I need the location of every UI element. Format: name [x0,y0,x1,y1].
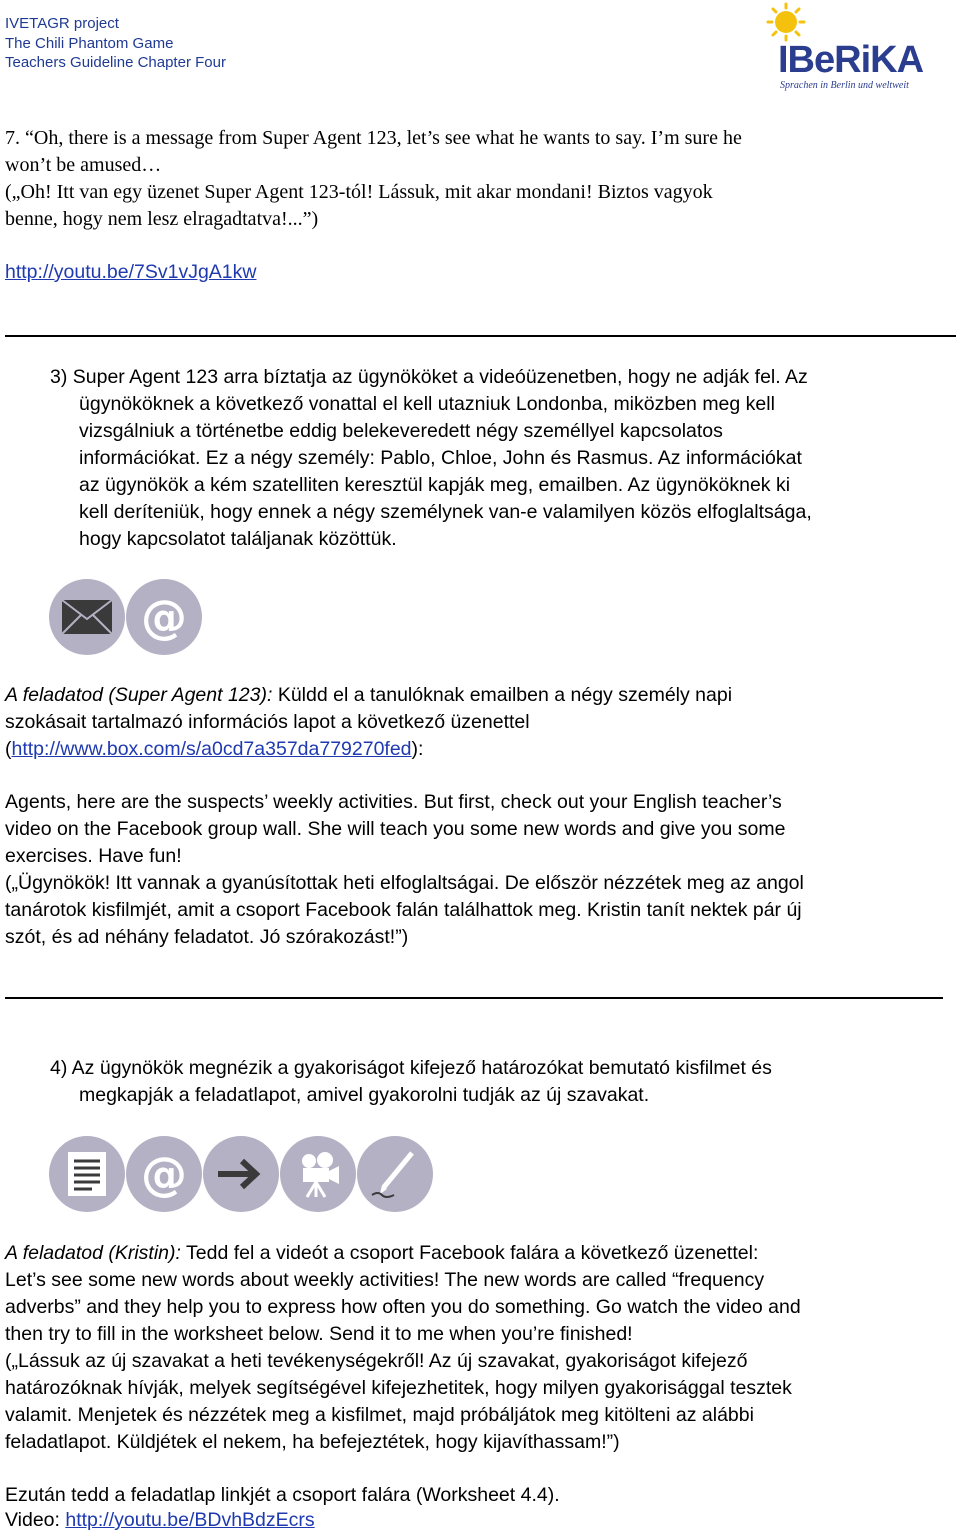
box-worksheet-link[interactable]: http://www.box.com/s/a0cd7a357da779270fed [11,738,412,760]
video-label: Video: [5,1509,66,1531]
task4-msg5: határozóknak hívják, melyek segítségével kifejezhetitek, hogy milyen gyakorisággal tesztek [5,1377,792,1399]
task4-msg2: adverbs” and they help you to express how often you do something. Go watch the video and [5,1296,801,1318]
video-link[interactable]: http://youtu.be/BDvhBdzEcrs [65,1509,315,1531]
paren-open: ( [5,738,12,760]
task4-after: Ezután tedd a feladatlap linkjét a csoport falára (Worksheet 4.4). [5,1484,560,1506]
envelope-icon [49,579,125,655]
task4-msg4: („Lássuk az új szavakat a heti tevékenységekről! Az új szavakat, gyakoriságot kifejező [5,1350,748,1372]
task3-label: A feladatod (Super Agent 123): [5,684,273,706]
step7-line3: („Oh! Itt van egy üzenet Super Agent 123-tól! Lássuk, mit akar mondani! Biztos vagyok [5,181,713,203]
task4-msg7: feladatlapot. Küldjétek el nekem, ha befejeztétek, hogy kijavíthassam!”) [5,1431,620,1453]
svg-text:IBeRiKA: IBeRiKA [778,39,924,81]
document-icon [49,1136,125,1212]
task4-line1 [5,1240,758,1267]
task4-line1-text: Tedd fel a videót a csoport Facebook falára a következő üzenettel: [180,1242,759,1264]
section3-line6: kell deríteniük, hogy ennek a négy személynek van-e valamilyen közös elfoglaltsága, [79,501,812,523]
divider [5,997,943,999]
task3-msg2: video on the Facebook group wall. She will teach you some new words and give you some [5,818,786,840]
task3-line1 [5,682,732,709]
arrow-right-icon [203,1136,279,1212]
task4-video [5,1507,315,1534]
sun-icon [768,4,804,40]
task3-msg1: Agents, here are the suspects’ weekly activities. But first, check out your English teacher’s [5,791,782,813]
step7-line4: benne, hogy nem lesz elragadtatva!...”) [5,208,319,230]
step7-line2: won’t be amused… [5,154,162,176]
pencil-icon [357,1136,433,1212]
task4-msg3: then try to fill in the worksheet below. Send it to me when you’re finished! [5,1323,633,1345]
step7-video-link[interactable]: http://youtu.be/7Sv1vJgA1kw [5,261,257,283]
iberika-logo-graphic [752,0,957,96]
divider [5,335,956,337]
section4-line2: megkapják a feladatlapot, amivel gyakorolni tudják az új szavakat. [79,1084,650,1106]
task3-line2: szokásait tartalmazó információs lapot a következő üzenettel [5,711,530,733]
task4-msg6: valamit. Menjetek és nézzétek meg a kisfilmet, majd próbáljátok meg kitölteni az alábbi [5,1404,754,1426]
section3-line5: az ügynökök a kém szatelliten keresztül kapják meg, emailben. Az ügynököknek ki [79,474,791,496]
section3-line3: vizsgálniuk a történetbe eddig belekeveredett négy személlyel kapcsolatos [79,420,723,442]
paren-close: ): [411,738,424,760]
section3-line7: hogy kapcsolatot találjanak közöttük. [79,528,397,550]
iberika-logo [752,0,957,96]
task3-msg3: exercises. Have fun! [5,845,182,867]
header-chapter: Teachers Guideline Chapter Four [5,54,226,71]
section3-line2: ügynököknek a következő vonattal el kell utazniuk Londonba, miközben meg kell [79,393,775,415]
section3-line1: 3) Super Agent 123 arra bíztatja az ügynököket a videóüzenetben, hogy ne adják fel. Az [50,366,808,388]
svg-text:Sprachen in Berlin und weltwei: Sprachen in Berlin und weltweit [780,80,909,91]
section4-line1: 4) Az ügynökök megnézik a gyakoriságot kifejező határozókat bemutató kisfilmet és [50,1057,772,1079]
task3-msg4: („Ügynökök! Itt vannak a gyanúsítottak heti elfoglaltságai. De először nézzétek meg az angol [5,872,804,894]
film-camera-icon [280,1136,356,1212]
task3-msg6: szót, és ad néhány feladatot. Jó szórakozást!”) [5,926,409,948]
section3-line4: információkat. Ez a négy személy: Pablo, Chloe, John és Rasmus. Az információkat [79,447,802,469]
header-project: IVETAGR project [5,15,119,32]
task3-line3 [5,736,423,763]
at-sign-icon: @ [126,1136,202,1212]
task4-msg1: Let’s see some new words about weekly activities! The new words are called “frequency [5,1269,765,1291]
task4-label: A feladatod (Kristin): [5,1242,181,1264]
header-game-title: The Chili Phantom Game [5,35,174,52]
at-sign-icon: @ [126,579,202,655]
task3-line1-text: Küldd el a tanulóknak emailben a négy személy napi [272,684,733,706]
task3-msg5: tanárotok kisfilmjét, amit a csoport Facebook falán találhattok meg. Kristin tanít nektek pár új [5,899,802,921]
step7-line1: 7. “Oh, there is a message from Super Agent 123, let’s see what he wants to say. I’m sure he [5,127,742,149]
